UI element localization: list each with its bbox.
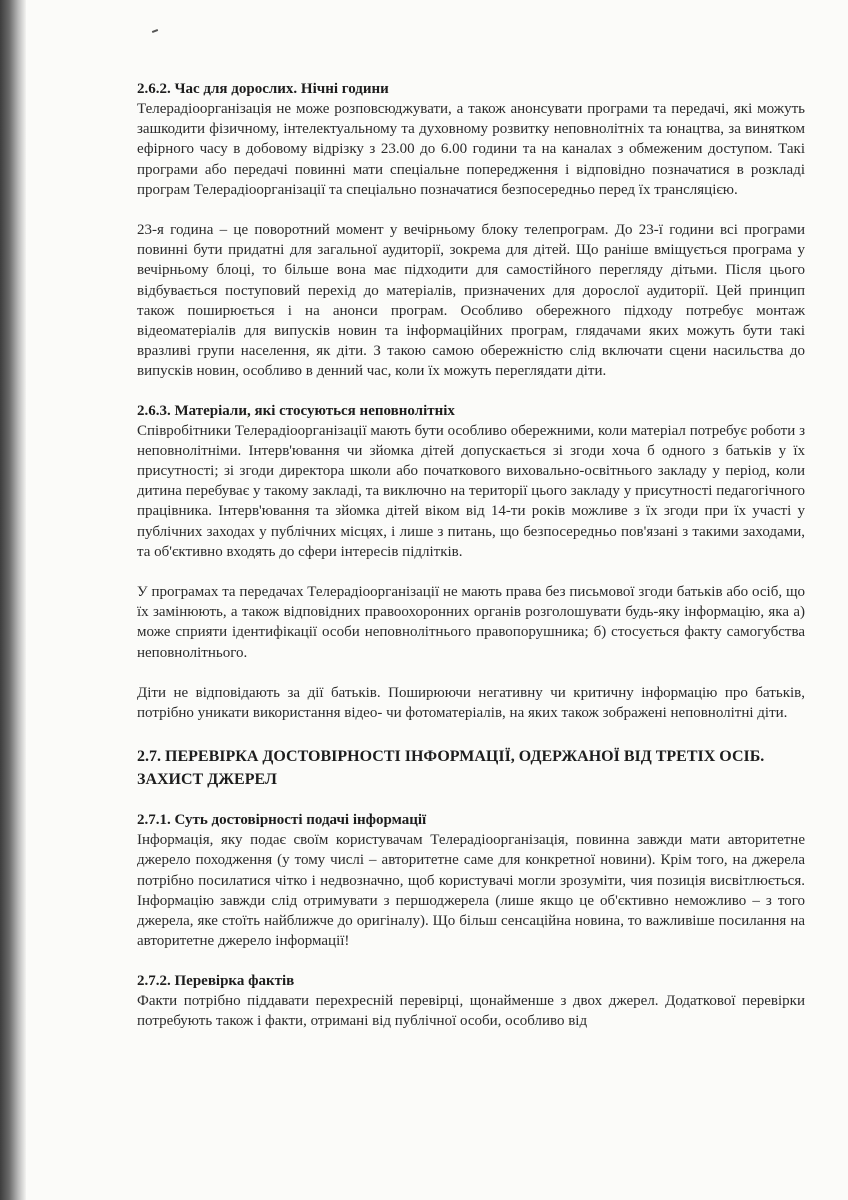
scan-speck xyxy=(152,29,158,33)
paragraph: Співробітники Телерадіоорганізації мають бути особливо обережними, коли матеріал потребує роботи з неповнолітніми. Інтерв'ювання чи зйомка дітей допускається зі згоди хоча б одного з батьків у їх присутності; зі згоди директора школи або початкового виховально-освітнього закладу у період, коли дитина перебуває у такому закладі, та виключно на території цього закладу у присутності педагогічного працівника. Інтерв'ювання та зйомка дітей віком від 14-ти років можливе з їх згоди при їх участі у публічних заходах у публічних місцях, і лише з питань, що безпосередньо пов'язані з такими заходами, та об'єктивно входять до сфери інтересів підлітків. xyxy=(137,422,805,560)
section-heading-2-7-1: 2.7.1. Суть достовірності подачі інформації xyxy=(137,812,427,829)
paragraph: 23-я година – це поворотний момент у вечірньому блоку телепрограм. До 23-ї години всі програми повинні бути придатні для загальної аудиторії, зокрема для дітей. Що раніше вміщується програма у вечірньому блоці, то більше вона має підходити для самостійного перегляду дітьми. Після цього відбувається поступовий перехід до матеріалів, призначених для дорослої аудиторії. Цей принцип також поширюється і на анонси програм. Особливо обережного підходу потребує монтаж відеоматеріалів для випусків новин та інформаційних програм, глядачами яких можуть бути такі вразливі групи населення, як діти. З такою самою обережністю слід включати сцени насильства до випусків новин, особливо в денний час, коли їх можуть переглядати діти. xyxy=(137,222,805,380)
paragraph: Інформація, яку подає своїм користувачам Телерадіоорганізація, повинна завжди мати авторитетне джерело походження (у тому числі – авторитетне саме для конкретної новини). Крім того, на джерела потрібно посилатися чітко і недвозначно, щоб користувачі могли зрозуміти, чия позиція висвітлюється. Інформацію завжди слід отримувати з першоджерела (лише якщо це об'єктивно неможливо – з того джерела, яке стоїть найближче до оригіналу). Що більш сенсаційна новина, то важливіше посилання на авторитетне джерело інформації! xyxy=(137,832,805,950)
binding-edge xyxy=(0,0,26,1200)
paragraph: Факти потрібно піддавати перехресній перевірці, щонайменше з двох джерел. Додаткової перевірки потребують також і факти, отримані від публічної особи, особливо від xyxy=(137,992,805,1029)
paragraph: Діти не відповідають за дії батьків. Поширюючи негативну чи критичну інформацію про батьків, потрібно уникати використання відео- чи фотоматеріалів, на яких також зображені неповнолітні діти. xyxy=(137,684,805,722)
section-heading-2-6-2: 2.6.2. Час для дорослих. Нічні години xyxy=(137,81,389,97)
paragraph: У програмах та передачах Телерадіоорганізації не мають права без письмової згоди батьків або осіб, що їх замінюють, а також відповідних правоохоронних органів розголошувати будь-яку інформацію, яка а) може сприяти ідентифікації особи неповнолітнього правопорушника; б) стосується факту самогубства неповнолітнього. xyxy=(137,584,805,661)
major-heading-2-7: 2.7. ПЕРЕВІРКА ДОСТОВІРНОСТІ ІНФОРМАЦІЇ, ОДЕРЖАНОЇ ВІД ТРЕТІХ ОСІБ. ЗАХИСТ ДЖЕРЕЛ xyxy=(137,748,765,789)
section-heading-2-6-3: 2.6.3. Матеріали, які стосуються неповнолітніх xyxy=(137,402,455,419)
section-heading-2-7-2: 2.7.2. Перевірка фактів xyxy=(137,972,295,989)
document-content xyxy=(137,80,805,1031)
paragraph: Телерадіоорганізація не може розповсюджувати, а також анонсувати програми та передачі, які можуть зашкодити фізичному, інтелектуальному та духовному розвитку неповнолітніх та юнацтва, за винятком ефірного часу в добовому відрізку з 23.00 до 6.00 години та на каналах з обмеженим доступом. Такі програми або передачі повинні мати спеціальне попередження і відповідно позначатися в розкладі програм Телерадіоорганізації та спеціально позначатися безпосередньо перед їх трансляцією. xyxy=(137,101,805,198)
